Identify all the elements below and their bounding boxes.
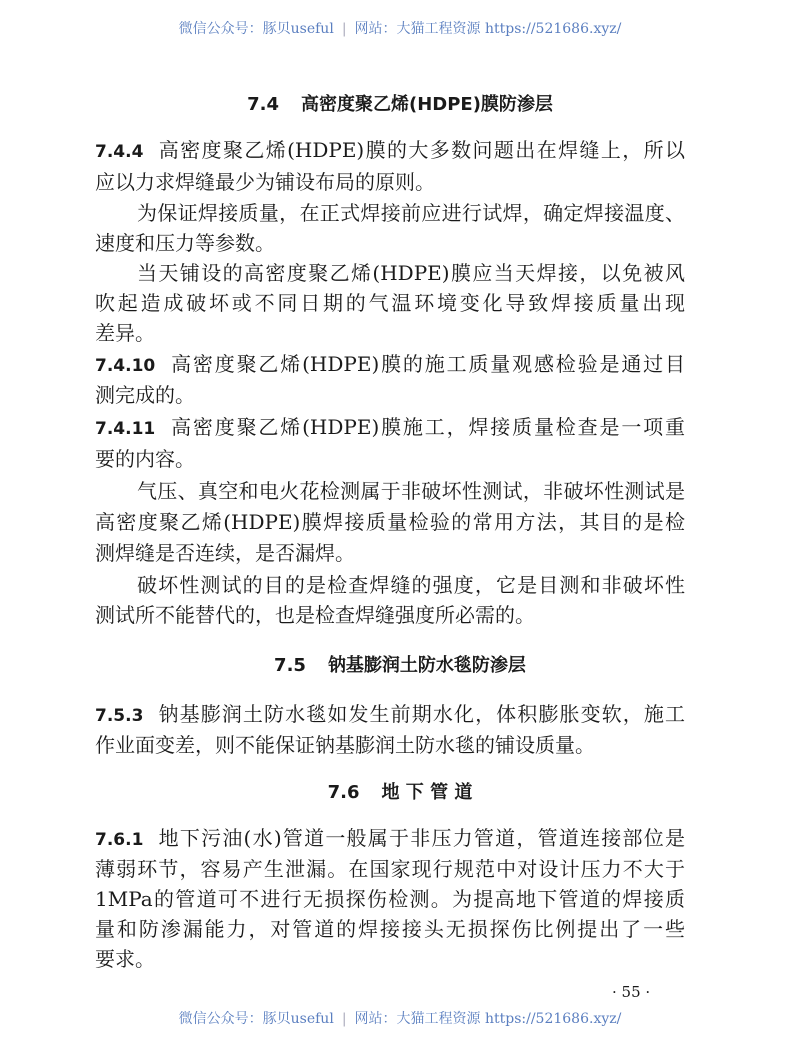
clause-number: 7.4.11 <box>95 419 156 439</box>
text-line: 要求。 <box>95 947 155 971</box>
text-line: 1MPa的管道可不进行无损探伤检测。为提高地下管道的焊接质 <box>95 887 685 911</box>
section-number: 7.6 <box>327 782 360 803</box>
line-text: 高密度聚乙烯(HDPE)膜的施工质量观感检验是通过目 <box>169 352 685 376</box>
watermark-wechat: 微信公众号：豚贝useful <box>178 21 334 37</box>
text-line: 高密度聚乙烯(HDPE)膜焊接质量检验的常用方法，其目的是检 <box>95 510 685 534</box>
clause-number: 7.4.4 <box>95 142 144 162</box>
text-line: 差异。 <box>95 321 155 345</box>
watermark-bottom <box>0 1008 800 1028</box>
section-title: 钠基膨润土防水毯防渗层 <box>327 655 526 676</box>
clause-line <box>95 414 685 440</box>
text-line: 薄弱环节，容易产生泄漏。在国家现行规范中对设计压力不大于 <box>95 857 685 881</box>
line-text: 高密度聚乙烯(HDPE)膜施工，焊接质量检查是一项重 <box>169 415 685 439</box>
text-line: 量和防渗漏能力，对管道的焊接接头无损探伤比例提出了一些 <box>95 917 685 941</box>
watermark-website: 网站：大猫工程资源 https://521686.xyz/ <box>354 21 622 37</box>
text-line: 为保证焊接质量，在正式焊接前应进行试焊，确定焊接温度、 <box>137 201 685 225</box>
watermark-separator: | <box>341 21 347 37</box>
watermark-website: 网站：大猫工程资源 https://521686.xyz/ <box>354 1011 622 1027</box>
clause-line <box>95 351 685 377</box>
section-heading-7-6 <box>0 778 800 804</box>
text-line: 当天铺设的高密度聚乙烯(HDPE)膜应当天焊接，以免被风 <box>137 261 685 285</box>
clause-line <box>95 825 685 851</box>
text-line: 作业面变差，则不能保证钠基膨润土防水毯的铺设质量。 <box>95 733 595 757</box>
text-line: 测焊缝是否连续，是否漏焊。 <box>95 541 355 565</box>
text-line: 要的内容。 <box>95 447 195 471</box>
section-number: 7.4 <box>247 94 279 115</box>
section-title: 地 下 管 道 <box>381 782 473 803</box>
text-line: 应以力求焊缝最少为铺设布局的原则。 <box>95 170 435 194</box>
line-text: 高密度聚乙烯(HDPE)膜的大多数问题出在焊缝上，所以 <box>157 138 685 162</box>
watermark-top <box>0 18 800 38</box>
clause-number: 7.5.3 <box>95 706 144 726</box>
watermark-separator: | <box>341 1011 347 1027</box>
text-line: 测试所不能替代的，也是检查焊缝强度所必需的。 <box>95 603 535 627</box>
text-line: 气压、真空和电火花检测属于非破坏性测试，非破坏性测试是 <box>137 479 685 503</box>
text-line: 破坏性测试的目的是检查焊缝的强度，它是目测和非破坏性 <box>137 573 685 597</box>
line-text: 钠基膨润土防水毯如发生前期水化，体积膨胀变软，施工 <box>157 702 685 726</box>
section-title: 高密度聚乙烯(HDPE)膜防渗层 <box>300 94 553 115</box>
text-line: 测完成的。 <box>95 383 195 407</box>
section-number: 7.5 <box>274 655 306 676</box>
watermark-wechat: 微信公众号：豚贝useful <box>178 1011 334 1027</box>
line-text: 地下污油(水)管道一般属于非压力管道，管道连接部位是 <box>157 826 685 850</box>
page-number: · 55 · <box>612 983 651 1001</box>
section-heading-7-5 <box>0 651 800 677</box>
text-line: 吹起造成破坏或不同日期的气温环境变化导致焊接质量出现 <box>95 291 685 315</box>
clause-number: 7.4.10 <box>95 356 156 376</box>
text-line: 速度和压力等参数。 <box>95 231 275 255</box>
clause-line <box>95 701 685 727</box>
section-heading-7-4 <box>0 90 800 116</box>
clause-number: 7.6.1 <box>95 830 144 850</box>
clause-line <box>95 137 685 163</box>
